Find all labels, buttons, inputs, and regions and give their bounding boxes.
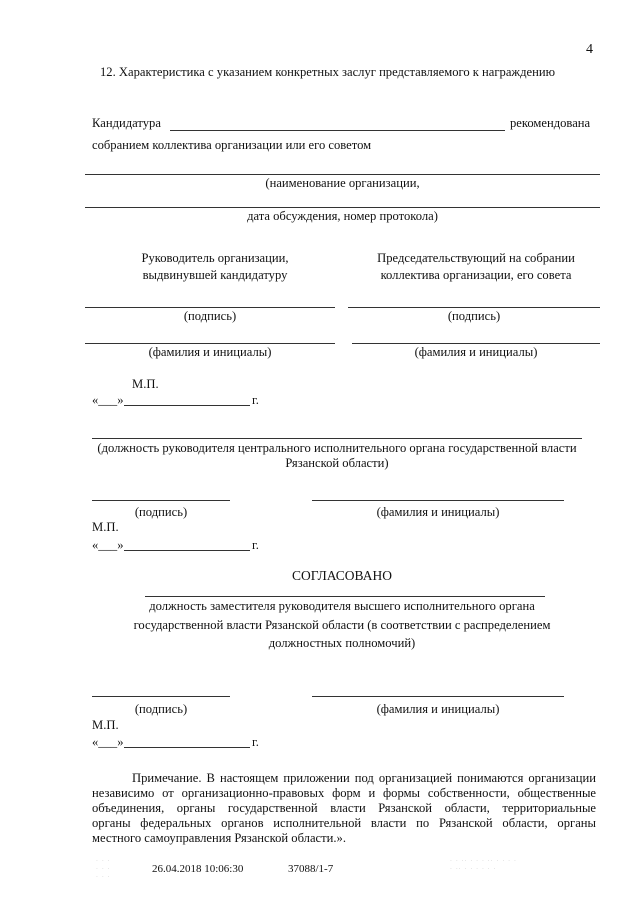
left-name-caption: (фамилия и инициалы) [148,345,272,359]
right-signature-caption: (подпись) [447,309,501,323]
recommended-label: рекомендована [510,116,591,130]
date-2-line [124,550,250,551]
position-line [92,438,582,439]
org-name-caption: (наименование организации, [265,176,420,190]
position-name-caption: (фамилия и инициалы) [376,505,500,519]
section-12-title: 12. Характеристика с указанием конкретных заслуг представляемого к награждению [100,65,556,79]
date-1-year: г. [252,393,259,407]
stamp-3: М.П. [92,718,119,732]
deputy-name-caption: (фамилия и инициалы) [376,702,500,716]
scan-noise-right: · · ·· · · · ·· · · · · · ·· · · · · · · [450,858,517,873]
discussion-caption: дата обсуждения, номер протокола) [247,209,438,223]
left-head-line2: выдвинувшей кандидатуру [142,268,288,282]
left-head-line1: Руководитель организации, [141,251,289,265]
footer-doc-number: 37088/1-7 [288,863,334,875]
date-3-line [124,747,250,748]
deputy-caption-line2: государственной власти Рязанской области (в соответствии с распределением [133,618,551,632]
date-2-year: г. [252,538,259,552]
deputy-name-line [312,696,564,697]
note-line2: независимо от организационно-правовых форм и формы собственности, общественные [92,786,596,800]
candidacy-label: Кандидатура [92,116,161,130]
left-signature-line [85,307,335,308]
by-collective-text: собранием коллектива организации или его советом [92,138,372,152]
deputy-caption-line3: должностных полномочий) [268,636,416,650]
agreed-heading: СОГЛАСОВАНО [292,568,392,583]
right-name-line [352,343,600,344]
discussion-line [85,207,600,208]
deputy-signature-caption: (подпись) [134,702,188,716]
position-signature-line [92,500,230,501]
date-1-line [124,405,250,406]
note-line4: органы федеральных органов исполнительной власти по Рязанской области, органы [92,816,596,830]
right-head-line2: коллектива организации, его совета [380,268,572,282]
position-name-line [312,500,564,501]
date-3-year: г. [252,735,259,749]
position-caption-line1: (должность руководителя центрального исполнительного органа государственной власти [97,441,577,455]
deputy-caption-line1: должность заместителя руководителя высшего исполнительного органа [149,599,535,613]
scan-noise-left: · · · · · · · · · [96,858,111,881]
stamp-1: М.П. [132,377,159,391]
footer-timestamp: 26.04.2018 10:06:30 [152,863,244,875]
left-name-line [85,343,335,344]
deputy-line [145,596,545,597]
note-line1: Примечание. В настоящем приложении под организацией понимаются организации [132,771,596,785]
note-line5: местного самоуправления Рязанской области.». [92,831,346,845]
left-signature-caption: (подпись) [183,309,237,323]
date-1-open: «___» [92,393,124,407]
candidacy-name-line [170,130,505,131]
right-signature-line [348,307,600,308]
deputy-signature-line [92,696,230,697]
right-name-caption: (фамилия и инициалы) [414,345,538,359]
note-line3: объединения, органы государственной власти Рязанской области, территориальные [92,801,596,815]
right-head-line1: Председательствующий на собрании [377,251,575,265]
date-2-open: «___» [92,538,124,552]
org-name-line [85,174,600,175]
page-number: 4 [586,42,593,57]
position-caption-line2: Рязанской области) [285,456,389,470]
stamp-2: М.П. [92,520,119,534]
position-signature-caption: (подпись) [134,505,188,519]
date-3-open: «___» [92,735,124,749]
